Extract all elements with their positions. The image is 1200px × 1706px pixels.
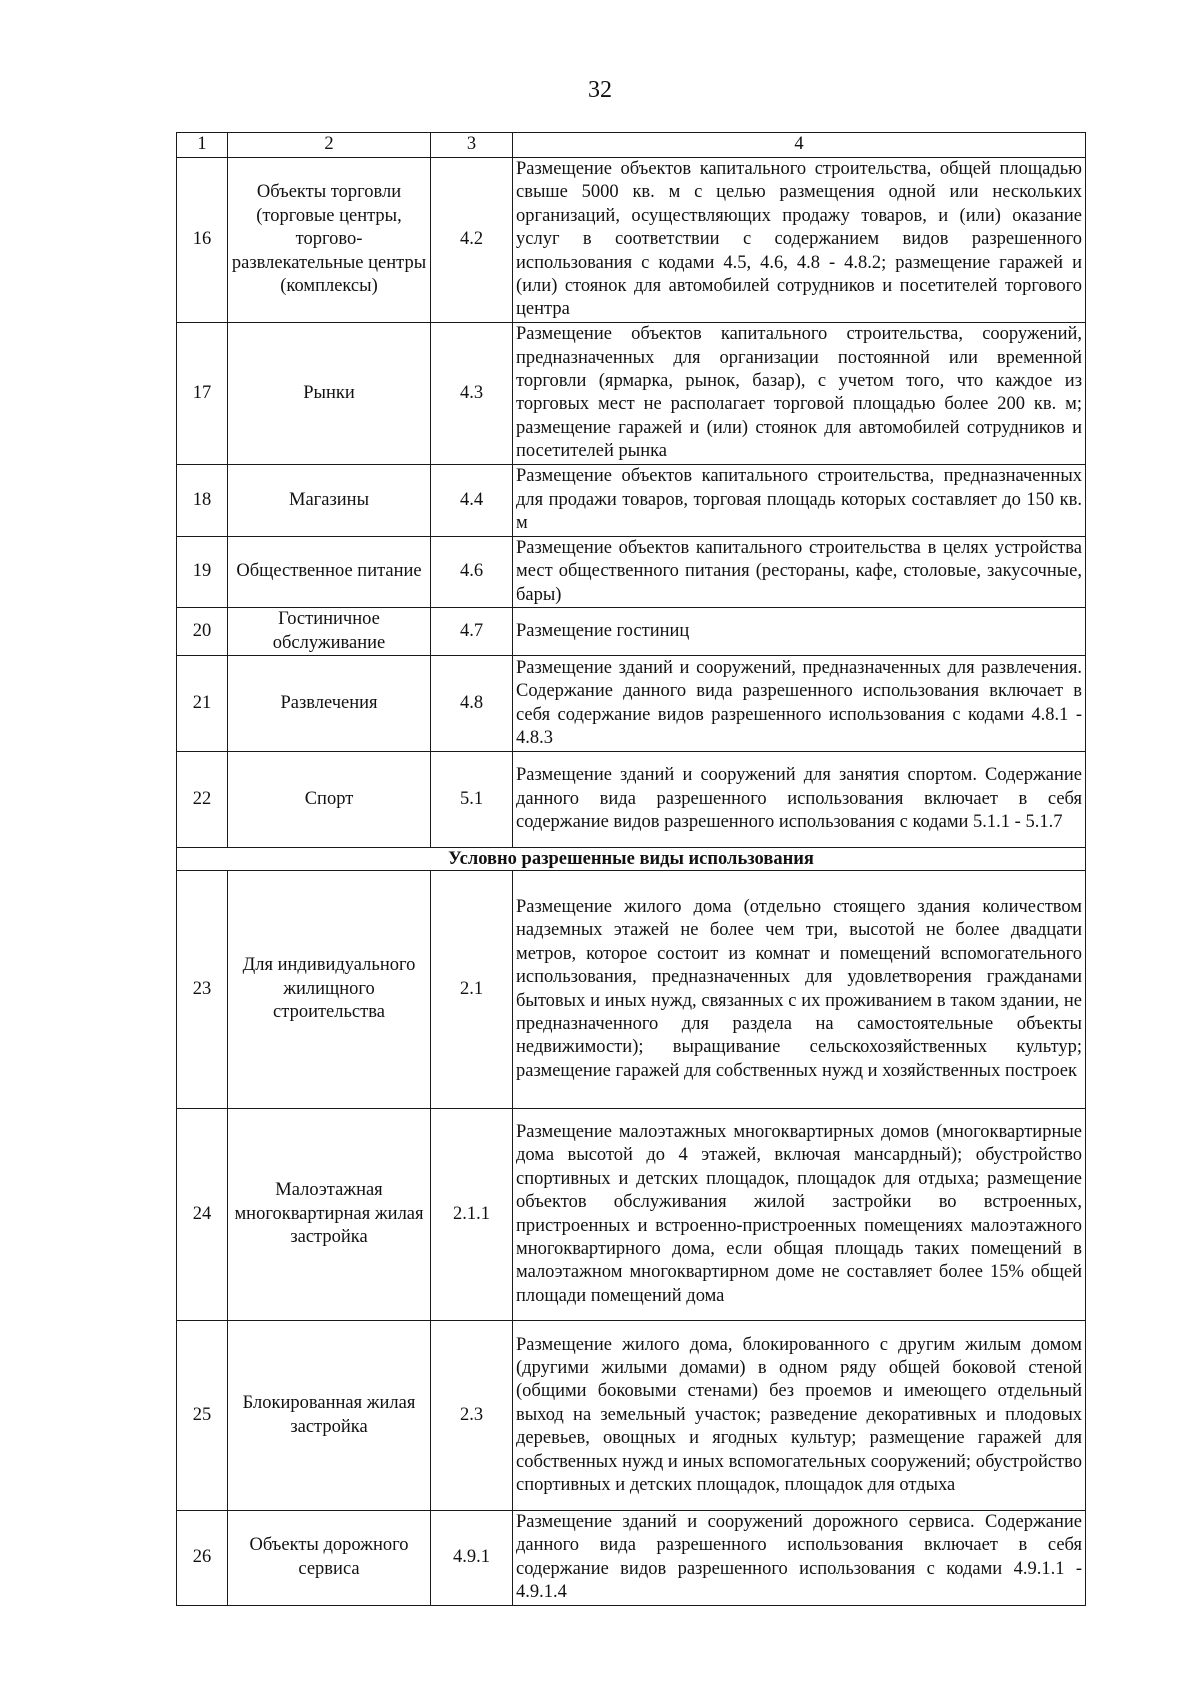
row-number: 26 bbox=[177, 1511, 228, 1606]
row-number: 22 bbox=[177, 752, 228, 848]
table-row bbox=[177, 656, 1086, 752]
use-type-name: Рынки bbox=[228, 322, 431, 464]
use-type-code: 4.9.1 bbox=[431, 1511, 513, 1606]
use-type-name: Спорт bbox=[228, 752, 431, 848]
use-type-code: 4.7 bbox=[431, 608, 513, 656]
row-number: 19 bbox=[177, 536, 228, 607]
row-number: 17 bbox=[177, 322, 228, 464]
use-type-description: Размещение малоэтажных многоквартирных домов (многоквартирные дома высотой до 4 этажей, включая мансардный); обустройство спортивных и детских площадок, площадок для отдыха; размещение объектов обслуживания жилой застройки во встроенных, пристроенных и встроенно-пристроенных помещениях малоэтажного многоквартирного дома, если общая площадь таких помещений в малоэтажном многоквартирном доме не составляет более 15% общей площади помещений дома bbox=[513, 1109, 1086, 1321]
use-type-description: Размещение жилого дома (отдельно стоящего здания количеством надземных этажей не более чем три, высотой не более двадцати метров, которое состоит из комнат и помещений вспомогательного использования, предназначенных для удовлетворения гражданами бытовых и иных нужд, связанных с их проживанием в таком здании, не предназначенного для раздела на самостоятельные объекты недвижимости); выращивание сельскохозяйственных культур; размещение гаражей для собственных нужд и хозяйственных построек bbox=[513, 871, 1086, 1109]
column-number: 4 bbox=[513, 133, 1086, 158]
use-type-code: 2.1.1 bbox=[431, 1109, 513, 1321]
use-type-name: Малоэтажная многоквартирная жилая застройка bbox=[228, 1109, 431, 1321]
use-type-code: 4.3 bbox=[431, 322, 513, 464]
use-type-description: Размещение жилого дома, блокированного с другим жилым домом (другими жилыми домами) в одном ряду общей боковой стеной (общими боковыми стенами) без проемов и имеющего отдельный выход на земельный участок; разведение декоративных и плодовых деревьев, овощных и ягодных культур; размещение гаражей для собственных нужд и иных вспомогательных сооружений; обустройство спортивных и детских площадок, площадок для отдыха bbox=[513, 1321, 1086, 1511]
column-number-row bbox=[177, 133, 1086, 158]
use-type-description: Размещение зданий и сооружений для занятия спортом. Содержание данного вида разрешенного использования включает в себя содержание видов разрешенного использования с кодами 5.1.1 - 5.1.7 bbox=[513, 752, 1086, 848]
row-number: 16 bbox=[177, 158, 228, 323]
section-title: Условно разрешенные виды использования bbox=[177, 848, 1086, 871]
use-type-description: Размещение объектов капитального строительства, общей площадью свыше 5000 кв. м с целью размещения одной или нескольких организаций, осуществляющих продажу товаров, и (или) оказание услуг в соответствии с содержанием видов разрешенного использования с кодами 4.5, 4.6, 4.8 - 4.8.2; размещение гаражей и (или) стоянок для автомобилей сотрудников и посетителей торгового центра bbox=[513, 158, 1086, 323]
use-type-description: Размещение объектов капитального строительства, сооружений, предназначенных для организации постоянной или временной торговли (ярмарка, рынок, базар), с учетом того, что каждое из торговых мест не располагает торговой площадью более 200 кв. м; размещение гаражей и (или) стоянок для автомобилей сотрудников и посетителей рынка bbox=[513, 322, 1086, 464]
row-number: 20 bbox=[177, 608, 228, 656]
use-type-code: 4.4 bbox=[431, 464, 513, 536]
use-type-code: 2.3 bbox=[431, 1321, 513, 1511]
column-number: 1 bbox=[177, 133, 228, 158]
page-number: 32 bbox=[588, 77, 612, 103]
table-row bbox=[177, 1321, 1086, 1511]
table-row bbox=[177, 464, 1086, 536]
use-type-code: 4.2 bbox=[431, 158, 513, 323]
row-number: 18 bbox=[177, 464, 228, 536]
row-number: 25 bbox=[177, 1321, 228, 1511]
table-row bbox=[177, 158, 1086, 323]
row-number: 23 bbox=[177, 871, 228, 1109]
table-row bbox=[177, 871, 1086, 1109]
use-type-name: Развлечения bbox=[228, 656, 431, 752]
use-type-name: Магазины bbox=[228, 464, 431, 536]
table-row bbox=[177, 752, 1086, 848]
table-row bbox=[177, 1511, 1086, 1606]
use-type-name: Блокированная жилая застройка bbox=[228, 1321, 431, 1511]
section-row bbox=[177, 848, 1086, 871]
table-row bbox=[177, 322, 1086, 464]
use-type-name: Гостиничное обслуживание bbox=[228, 608, 431, 656]
use-type-description: Размещение зданий и сооружений дорожного сервиса. Содержание данного вида разрешенного использования включает в себя содержание видов разрешенного использования с кодами 4.9.1.1 - 4.9.1.4 bbox=[513, 1511, 1086, 1606]
land-use-table bbox=[176, 132, 1086, 1606]
column-number: 2 bbox=[228, 133, 431, 158]
use-type-description: Размещение объектов капитального строительства в целях устройства мест общественного питания (рестораны, кафе, столовые, закусочные, бары) bbox=[513, 536, 1086, 607]
use-type-description: Размещение объектов капитального строительства, предназначенных для продажи товаров, торговая площадь которых составляет до 150 кв. м bbox=[513, 464, 1086, 536]
use-type-code: 4.6 bbox=[431, 536, 513, 607]
column-number: 3 bbox=[431, 133, 513, 158]
use-type-name: Для индивидуального жилищного строительства bbox=[228, 871, 431, 1109]
use-type-name: Общественное питание bbox=[228, 536, 431, 607]
use-type-name: Объекты дорожного сервиса bbox=[228, 1511, 431, 1606]
use-type-name: Объекты торговли (торговые центры, торгово-развлекательные центры (комплексы) bbox=[228, 158, 431, 323]
use-type-code: 5.1 bbox=[431, 752, 513, 848]
use-type-code: 2.1 bbox=[431, 871, 513, 1109]
use-type-code: 4.8 bbox=[431, 656, 513, 752]
table-row bbox=[177, 1109, 1086, 1321]
row-number: 24 bbox=[177, 1109, 228, 1321]
use-type-description: Размещение зданий и сооружений, предназначенных для развлечения. Содержание данного вида разрешенного использования включает в себя содержание видов разрешенного использования с кодами 4.8.1 - 4.8.3 bbox=[513, 656, 1086, 752]
use-type-description: Размещение гостиниц bbox=[513, 608, 1086, 656]
table-row bbox=[177, 536, 1086, 607]
table-row bbox=[177, 608, 1086, 656]
row-number: 21 bbox=[177, 656, 228, 752]
